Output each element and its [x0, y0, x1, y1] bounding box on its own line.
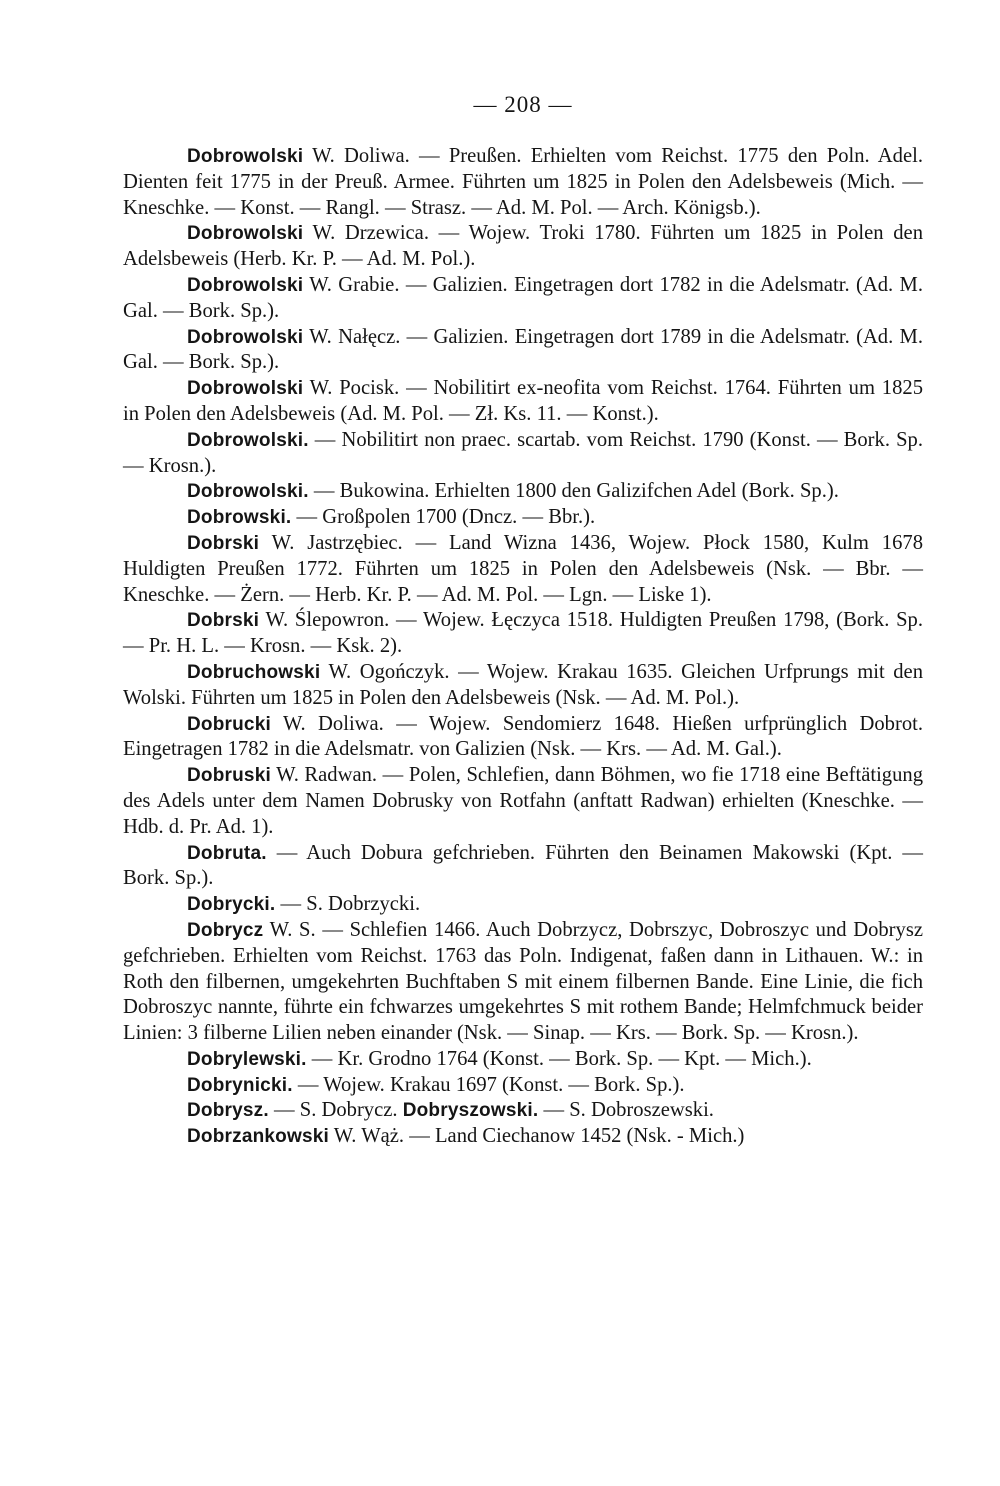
entry-surname: Dobruta. — [187, 842, 267, 864]
entry-dobrowski — [123, 505, 923, 531]
entry-dobruski — [123, 763, 923, 840]
entry-surname: Dobrynicki. — [187, 1074, 293, 1096]
entry-dobrowolski-drzewica — [123, 221, 923, 273]
entry-surname: Dobruski — [187, 765, 271, 787]
entry-text: W. Ślepowron. — Wojew. Łęczyca 1518. Huldigten Preußen 1798, (Bork. Sp. — Pr. H. L. — Krosn. — Ksk. 2). — [123, 609, 923, 658]
entry-surname: Dobrowolski — [187, 223, 304, 245]
entry-surname: Dobrowolski. — [187, 481, 309, 503]
entry-text: W. Grabie. — Galizien. Eingetragen dort 1782 in die Adelsmatr. (Ad. M. Gal. — Bork. Sp.). — [123, 273, 923, 322]
entry-surname: Dobrski — [187, 610, 260, 632]
entry-dobruta — [123, 841, 923, 893]
entry-text: — Nobilitirt non praec. scartab. vom Reichst. 1790 (Konst. — Bork. Sp. — Krosn.). — [123, 428, 923, 477]
entry-dobrowolski-1790 — [123, 428, 923, 480]
entry-text: W. Drzewica. — Wojew. Troki 1780. Führten um 1825 in Polen den Adelsbeweis (Herb. Kr. P. — Ad. M. Pol.). — [123, 222, 923, 271]
entry-text: W. Ogończyk. — Wojew. Krakau 1635. Gleichen Urfprungs mit den Wolski. Führten um 1825 in Polen den Adelsbeweis (Nsk. — Ad. M. Pol.). — [123, 660, 923, 709]
entry-dobrynicki — [123, 1073, 923, 1099]
entry-dobrowolski-bukowina — [123, 479, 923, 505]
entry-dobrski-slepowron — [123, 608, 923, 660]
entry-text: — Großpolen 1700 (Dncz. — Bbr.). — [291, 506, 596, 529]
entry-dobrowolski-doliwa — [123, 144, 923, 221]
entry-text: W. Nałęcz. — Galizien. Eingetragen dort 1789 in die Adelsmatr. (Ad. M. Gal. — Bork. Sp.). — [123, 325, 923, 374]
entry-dobrzankowski — [123, 1124, 923, 1150]
entry-text: — Bukowina. Erhielten 1800 den Galizifchen Adel (Bork. Sp.). — [308, 480, 839, 503]
page-number: — 208 — — [473, 92, 573, 117]
entry-text: W. Doliwa. — Preußen. Erhielten vom Reichst. 1775 den Poln. Adel. Dienten feit 1775 in der Preuß. Armee. Führten um 1825 in Polen den Adelsbeweis (Mich. — Kneschke. — Konst. — Rangl. — Strasz. — Ad. M. Pol. — Arch. Königsb.). — [123, 145, 923, 219]
entry-surname: Dobrowolski — [187, 378, 304, 400]
entry-text: W. Wąż. — Land Ciechanow 1452 (Nsk. - Mich.) — [328, 1125, 745, 1148]
entry-text: — Auch Dobura gefchrieben. Führten den Beinamen Makowski (Kpt. — Bork. Sp.). — [123, 841, 923, 890]
entry-surname: Dobrowolski — [187, 146, 304, 167]
entry-surname: Dobrycz — [187, 919, 264, 941]
entry-surname: Dobrylewski. — [187, 1048, 307, 1070]
entry-text: W. Doliwa. — Wojew. Sendomierz 1648. Hießen urfprünglich Dobrot. Eingetragen 1782 in die Adelsmatr. von Galizien (Nsk. — Krs. — Ad. M. Gal.). — [123, 712, 923, 761]
entry-surname: Dobruchowski — [187, 661, 321, 683]
entry-surname: Dobrowolski — [187, 326, 304, 348]
entry-surname: Dobrowski. — [187, 507, 292, 529]
document-page — [123, 92, 923, 1150]
entry-surname: Dobrowolski. — [187, 429, 309, 451]
entry-surname: Dobrzankowski — [187, 1126, 329, 1148]
entry-dobrysz — [123, 1098, 923, 1124]
entry-surname: Dobrysz. — [187, 1100, 269, 1122]
entry-text: — S. Dobrzycki. — [275, 893, 421, 916]
entry-surname: Dobryszowski. — [402, 1100, 539, 1122]
entry-text: W. S. — Schlefien 1466. Auch Dobrzycz, Dobrszyc, Dobroszyc und Dobrysz gefchrieben. Erhielten vom Reichst. 1763 das Poln. Indigenat, faßen dann in Lithauen. W.: in Roth den filbernen, umgekehrten Buchftaben S mit einem filbernen Bande. Eine Linie, die fich Dobroszyc nannte, führte ein fchwarzes umgekehrtes S mit rothem Bande; Helmfchmuck beider Linien: 3 filberne Lilien neben einander (Nsk. — Sinap. — Krs. — Bork. Sp. — Krosn.). — [123, 918, 923, 1045]
entry-dobrycki — [123, 892, 923, 918]
entry-dobrycz — [123, 918, 923, 1047]
entry-dobrylewski — [123, 1047, 923, 1073]
entry-dobrowolski-pocisk — [123, 376, 923, 428]
entry-text: — Wojew. Krakau 1697 (Konst. — Bork. Sp.). — [292, 1073, 685, 1096]
entry-text: — Kr. Grodno 1764 (Konst. — Bork. Sp. — Kpt. — Mich.). — [306, 1047, 812, 1070]
entry-text: W. Radwan. — Polen, Schlefien, dann Böhmen, wo fie 1718 eine Beftätigung des Adels unter dem Namen Dobrusky von Rotfahn (anftatt Radwan) erhielten (Kneschke. — Hdb. d. Pr. Ad. 1). — [123, 764, 923, 838]
entry-surname: Dobrucki — [187, 713, 271, 735]
entry-surname: Dobrowolski — [187, 274, 304, 296]
entry-text: — S. Dobrycz. — [268, 1099, 403, 1122]
entry-text: W. Pocisk. — Nobilitirt ex-neofita vom Reichst. 1764. Führten um 1825 in Polen den Adelsbeweis (Ad. M. Pol. — Zł. Ks. 11. — Konst.). — [123, 377, 923, 425]
entry-dobrucki — [123, 712, 923, 764]
entry-dobrski-jastrzebiec — [123, 531, 923, 608]
entry-dobrowolski-nalecz — [123, 325, 923, 377]
entry-surname: Dobrski — [187, 532, 260, 554]
entry-dobrowolski-grabie — [123, 273, 923, 325]
entry-dobruchowski — [123, 660, 923, 712]
entry-text: W. Jastrzębiec. — Land Wizna 1436, Wojew. Płock 1580, Kulm 1678 Huldigten Preußen 1772. Führten um 1825 in Polen den Adelsbeweis (Nsk. — Bbr. — Kneschke. — Żern. — Herb. Kr. P. — Ad. M. Pol. — Lgn. — Liske 1). — [123, 531, 923, 606]
entry-text: — S. Dobroszewski. — [538, 1099, 714, 1122]
entry-surname: Dobrycki. — [187, 894, 276, 916]
